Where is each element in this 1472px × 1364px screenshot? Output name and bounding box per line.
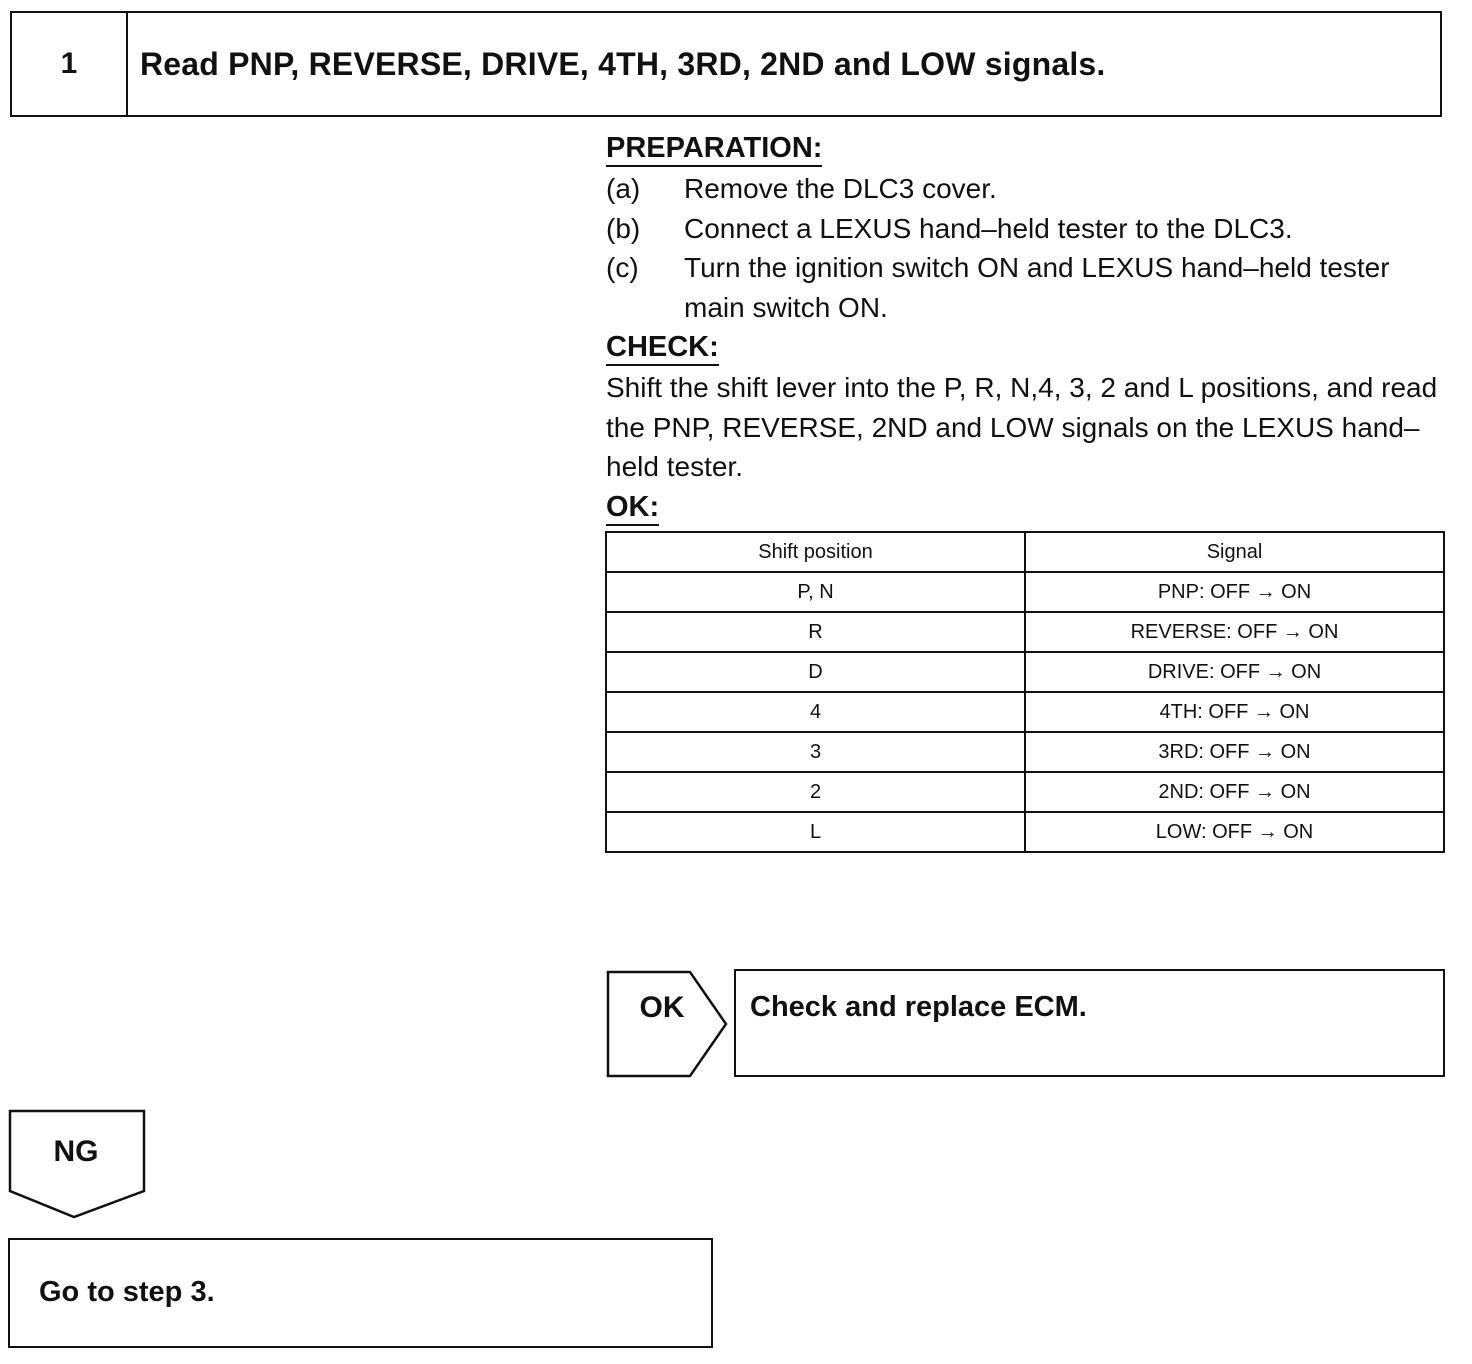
- ok-heading: OK:: [606, 490, 659, 526]
- table-header-row: [606, 532, 1444, 572]
- preparation-list: [606, 169, 1448, 327]
- step-header: [10, 11, 1442, 117]
- table-row: [606, 772, 1444, 812]
- preparation-item: [606, 169, 1448, 209]
- shift-position-cell: D: [606, 652, 1025, 692]
- shift-position-cell: P, N: [606, 572, 1025, 612]
- shift-position-cell: 4: [606, 692, 1025, 732]
- preparation-item: [606, 209, 1448, 249]
- preparation-marker: (b): [606, 212, 641, 244]
- ok-result-box: Check and replace ECM.: [734, 969, 1445, 1077]
- check-text: Shift the shift lever into the P, R, N,4, 3, 2 and L positions, and read the PNP, REVERSE, 2ND and LOW signals on the LEXUS hand–held tester.: [606, 372, 1438, 482]
- preparation-item: [606, 248, 1448, 327]
- preparation-text: Remove the DLC3 cover.: [684, 173, 997, 204]
- preparation-marker: (a): [606, 173, 641, 204]
- check-heading: CHECK:: [606, 330, 719, 366]
- preparation-text: Turn the ignition switch ON and LEXUS hand–held tester main switch ON.: [684, 252, 1390, 323]
- column-header-shift-position: Shift position: [606, 532, 1025, 572]
- shift-position-cell: L: [606, 812, 1025, 852]
- signal-cell: DRIVE: OFF → ON: [1025, 652, 1444, 692]
- signal-cell: 2ND: OFF → ON: [1025, 772, 1444, 812]
- shift-position-cell: 2: [606, 772, 1025, 812]
- procedure-content: [606, 128, 1448, 528]
- table-row: [606, 612, 1444, 652]
- signal-cell: REVERSE: OFF → ON: [1025, 612, 1444, 652]
- ok-branch-label: OK: [639, 991, 685, 1024]
- table-row: [606, 572, 1444, 612]
- ok-spec-table: [605, 531, 1445, 853]
- preparation-text: Connect a LEXUS hand–held tester to the DLC3.: [684, 212, 1293, 244]
- column-header-signal: Signal: [1025, 532, 1444, 572]
- ng-result-box: Go to step 3.: [8, 1238, 713, 1348]
- signal-cell: 4TH: OFF → ON: [1025, 692, 1444, 732]
- preparation-marker: (c): [606, 252, 639, 283]
- table-row: [606, 812, 1444, 852]
- signal-cell: 3RD: OFF → ON: [1025, 732, 1444, 772]
- table-row: [606, 692, 1444, 732]
- preparation-heading: PREPARATION:: [606, 131, 822, 167]
- shift-position-cell: R: [606, 612, 1025, 652]
- ng-branch-label: NG: [53, 1135, 99, 1168]
- table-row: [606, 732, 1444, 772]
- shift-position-cell: 3: [606, 732, 1025, 772]
- step-number: 1: [12, 13, 128, 115]
- step-title: Read PNP, REVERSE, DRIVE, 4TH, 3RD, 2ND and LOW signals.: [140, 45, 1106, 82]
- signal-cell: PNP: OFF → ON: [1025, 572, 1444, 612]
- signal-cell: LOW: OFF → ON: [1025, 812, 1444, 852]
- table-row: [606, 652, 1444, 692]
